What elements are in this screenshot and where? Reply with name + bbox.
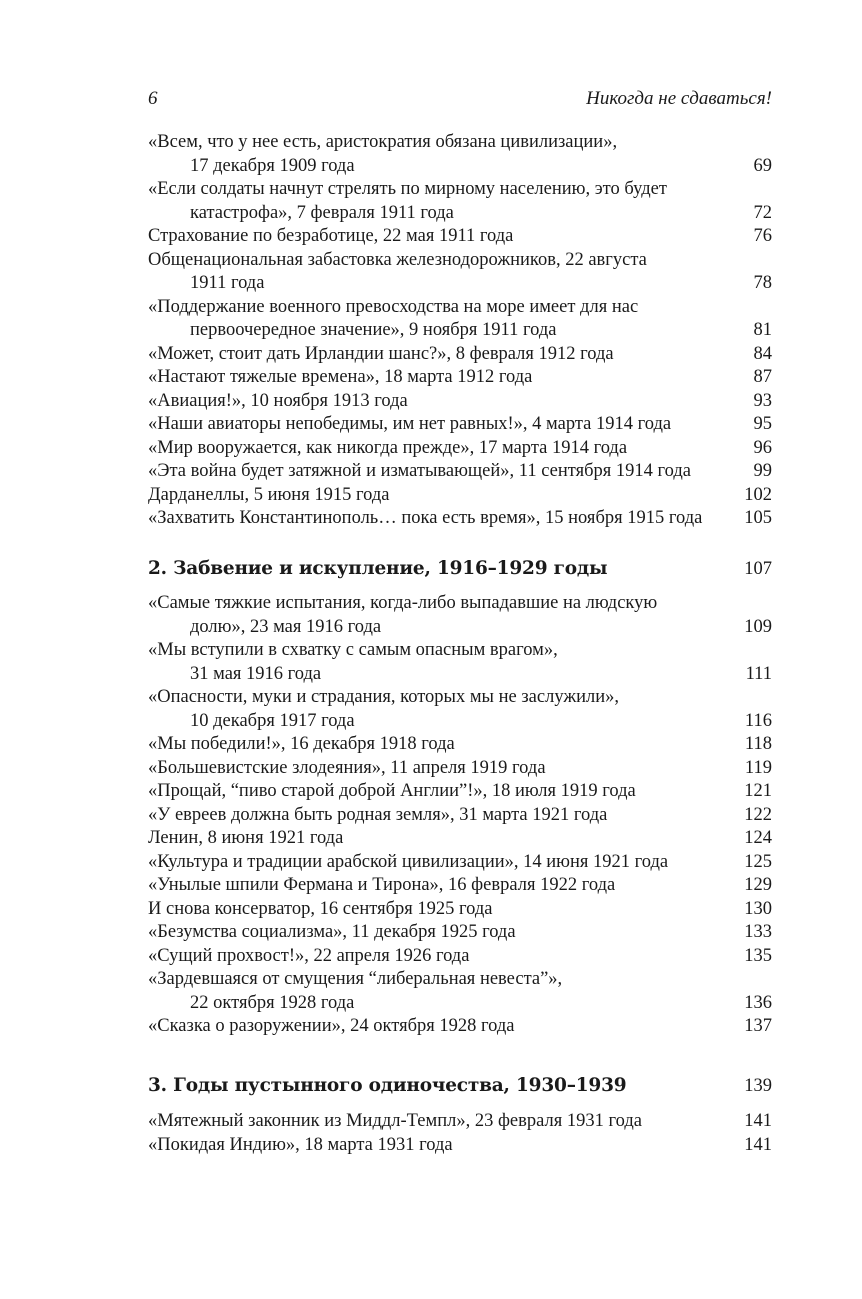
toc-entry-line-1: «Сказка о разоружении», 24 октября 1928 года [148, 1016, 515, 1036]
toc-entry [148, 249, 772, 296]
toc-entry-page: 141 [744, 1111, 772, 1131]
page-number: 6 [148, 88, 158, 109]
toc-entry [148, 343, 772, 367]
toc-entry-line-1: Ленин, 8 июня 1921 года [148, 828, 344, 848]
toc-entry [148, 639, 772, 686]
toc-entry [148, 945, 772, 969]
toc-chapter-3-heading [148, 1073, 772, 1099]
chapter-page: 107 [744, 559, 772, 579]
toc-entry-title [148, 437, 742, 461]
toc-entry-line-1: «Сущий прохвост!», 22 апреля 1926 года [148, 945, 470, 966]
toc-entry-title [148, 945, 742, 969]
toc-entry-title [148, 921, 742, 945]
toc-entry-page: 87 [753, 367, 772, 387]
toc-entry-page: 133 [744, 922, 772, 942]
toc-entry-page: 121 [744, 781, 772, 801]
toc-entry [148, 225, 772, 249]
toc-entry [148, 390, 772, 414]
toc-entry-page: 105 [744, 508, 772, 528]
toc-entry-page: 125 [744, 851, 772, 872]
toc-entry-line-1: «Покидая Индию», 18 марта 1931 года [148, 1134, 453, 1155]
toc-entry-line-1: «Мятежный законник из Миддл-Темпл», 23 февраля 1931 года [148, 1111, 642, 1131]
toc-entry-line-1: «Эта война будет затяжной и изматывающей», 11 сентября 1914 года [148, 461, 691, 481]
toc-entry-page: 99 [753, 461, 772, 481]
toc-entry [148, 780, 772, 804]
toc-entry-line-1: «Зардевшаяся от смущения “либеральная невеста”», [148, 969, 563, 989]
toc-entry-line-1: «Мир вооружается, как никогда прежде», 17 марта 1914 года [148, 437, 628, 458]
toc-entry [148, 178, 772, 225]
toc-entry-line-1: «Безумства социализма», 11 декабря 1925 года [148, 922, 516, 942]
toc-entry-page: 130 [744, 898, 772, 919]
chapter-heading [148, 1073, 772, 1099]
toc-entry-line-2: катастрофа», 7 февраля 1911 года [190, 202, 454, 223]
toc-entry-title [148, 851, 742, 875]
chapter-heading [148, 556, 772, 582]
toc-entry-page: 93 [753, 390, 772, 411]
toc-entry-page: 111 [745, 663, 772, 684]
toc-entry-line-1: «Самые тяжкие испытания, когда-либо выпадавшие на людскую [148, 593, 658, 613]
toc-entry [148, 1134, 772, 1158]
toc-entry-title [148, 968, 742, 1015]
toc-entry-line-2: 31 мая 1916 года [190, 663, 322, 684]
toc-entry [148, 296, 772, 343]
toc-entry [148, 460, 772, 484]
toc-entry-line-2: 17 декабря 1909 года [190, 155, 355, 176]
toc-entry-page: 136 [744, 992, 772, 1013]
toc-entry-line-2: 1911 года [190, 273, 265, 293]
toc-entry [148, 921, 772, 945]
toc-entry-page: 119 [744, 757, 772, 778]
chapter-title: 3. Годы пустынного одиночества, 1930–1939 [148, 1075, 627, 1096]
toc-entry-line-1: Дарданеллы, 5 июня 1915 года [148, 484, 390, 505]
toc-entry [148, 733, 772, 757]
toc-entry [148, 686, 772, 733]
running-head [148, 88, 772, 110]
toc-entry-title [148, 1110, 742, 1134]
toc-entry-line-1: «Всем, что у нее есть, аристократия обязана цивилизации», [148, 132, 618, 152]
toc-entry-line-1: И снова консерватор, 16 сентября 1925 года [148, 898, 493, 919]
toc-entry-title [148, 874, 742, 898]
toc-entry-page: 84 [753, 343, 772, 364]
toc-entry-title [148, 1015, 742, 1039]
toc-entry-title [148, 733, 742, 757]
toc-entry-line-1: «Поддержание военного превосходства на море имеет для нас [148, 296, 639, 317]
toc-entry-title [148, 249, 742, 296]
toc-entry-title [148, 131, 742, 178]
toc-entry-page: 81 [753, 320, 772, 340]
toc-entry-line-1: «Опасности, муки и страдания, которых мы не заслужили», [148, 687, 620, 707]
book-title: Никогда не сдаваться! [586, 88, 772, 109]
toc-entry-line-1: «Авиация!», 10 ноября 1913 года [148, 390, 408, 411]
toc-entry-title [148, 484, 742, 508]
toc-entry-page: 135 [744, 945, 772, 966]
toc-entry-page: 109 [744, 616, 772, 637]
chapter-page: 139 [744, 1076, 772, 1096]
toc-entry-title [148, 686, 742, 733]
toc-entry-page: 96 [753, 437, 772, 458]
toc-entry [148, 366, 772, 390]
toc-entry-line-1: «Большевистские злодеяния», 11 апреля 1919 года [148, 757, 546, 778]
toc-entry-title [148, 804, 742, 828]
toc-entry-page: 137 [744, 1016, 772, 1036]
toc-entry [148, 437, 772, 461]
toc-entry-title [148, 296, 742, 343]
toc-entry-title [148, 178, 742, 225]
toc-entry-title [148, 507, 742, 531]
toc-entry [148, 804, 772, 828]
toc-entry-page: 129 [744, 875, 772, 895]
toc-chapter-2 [148, 592, 772, 1039]
toc-entry [148, 898, 772, 922]
toc-entry [148, 1110, 772, 1134]
toc-entry-title [148, 639, 742, 686]
toc-entry-page: 118 [744, 734, 772, 754]
toc-entry [148, 507, 772, 531]
toc-entry-line-1: «Мы вступили в схватку с самым опасным врагом», [148, 640, 558, 660]
toc-entry-line-2: долю», 23 мая 1916 года [190, 616, 382, 637]
toc-entry-title [148, 780, 742, 804]
toc-entry-page: 76 [753, 226, 772, 246]
chapter-title: 2. Забвение и искупление, 1916–1929 годы [148, 558, 608, 579]
toc-entry-title [148, 413, 742, 437]
toc-entry-line-1: «Настают тяжелые времена», 18 марта 1912 года [148, 367, 533, 387]
toc-entry-line-2: первоочередное значение», 9 ноября 1911 года [190, 320, 557, 340]
toc-entry-line-2: 10 декабря 1917 года [190, 710, 355, 731]
toc-entry-line-1: «У евреев должна быть родная земля», 31 марта 1921 года [148, 804, 608, 825]
toc-entry-title [148, 366, 742, 390]
toc-entry [148, 757, 772, 781]
toc-entry-line-1: Страхование по безработице, 22 мая 1911 года [148, 226, 514, 246]
toc-entry-page: 102 [744, 484, 772, 505]
toc-entry-title [148, 390, 742, 414]
toc-entry-page: 78 [753, 273, 772, 293]
toc-entry-line-1: «Захватить Константинополь… пока есть время», 15 ноября 1915 года [148, 508, 703, 528]
toc-entry [148, 131, 772, 178]
toc-entry-line-1: «Унылые шпили Фермана и Тирона», 16 февраля 1922 года [148, 875, 616, 895]
toc-entry-title [148, 592, 742, 639]
toc-entry [148, 874, 772, 898]
toc-chapter-2-heading [148, 556, 772, 582]
toc-entry [148, 413, 772, 437]
toc-entry-page: 69 [753, 155, 772, 176]
toc-entry-title [148, 827, 742, 851]
toc-entry-line-2: 22 октября 1928 года [190, 992, 355, 1013]
toc-entry-page: 124 [744, 828, 772, 848]
toc-entry-line-1: Общенациональная забастовка железнодорожников, 22 августа [148, 249, 647, 270]
toc-entry-title [148, 343, 742, 367]
toc-entry [148, 851, 772, 875]
toc-entry-title [148, 460, 742, 484]
toc-entry-title [148, 757, 742, 781]
toc-entry-page: 116 [744, 710, 772, 731]
toc-entry [148, 592, 772, 639]
toc-entry-page: 122 [744, 804, 772, 825]
toc-chapter-3 [148, 1110, 772, 1157]
toc-entry-page: 141 [744, 1134, 772, 1155]
toc-entry-line-1: «Культура и традиции арабской цивилизации», 14 июня 1921 года [148, 851, 669, 872]
toc-entry [148, 827, 772, 851]
toc-entry-line-1: «Мы победили!», 16 декабря 1918 года [148, 734, 455, 754]
toc-entry-line-1: «Наши авиаторы непобедимы, им нет равных!», 4 марта 1914 года [148, 414, 672, 434]
toc-entry-title [148, 898, 742, 922]
toc-entry-line-1: «Может, стоит дать Ирландии шанс?», 8 февраля 1912 года [148, 343, 614, 364]
toc-section-1 [148, 131, 772, 531]
toc-entry-line-1: «Прощай, “пиво старой доброй Англии”!», 18 июля 1919 года [148, 781, 636, 801]
toc-entry-title [148, 1134, 742, 1158]
toc-entry [148, 968, 772, 1015]
toc-entry-page: 72 [753, 202, 772, 223]
toc-entry [148, 484, 772, 508]
toc-entry-page: 95 [753, 414, 772, 434]
toc-entry-line-1: «Если солдаты начнут стрелять по мирному населению, это будет [148, 179, 667, 199]
toc-entry [148, 1015, 772, 1039]
toc-entry-title [148, 225, 742, 249]
